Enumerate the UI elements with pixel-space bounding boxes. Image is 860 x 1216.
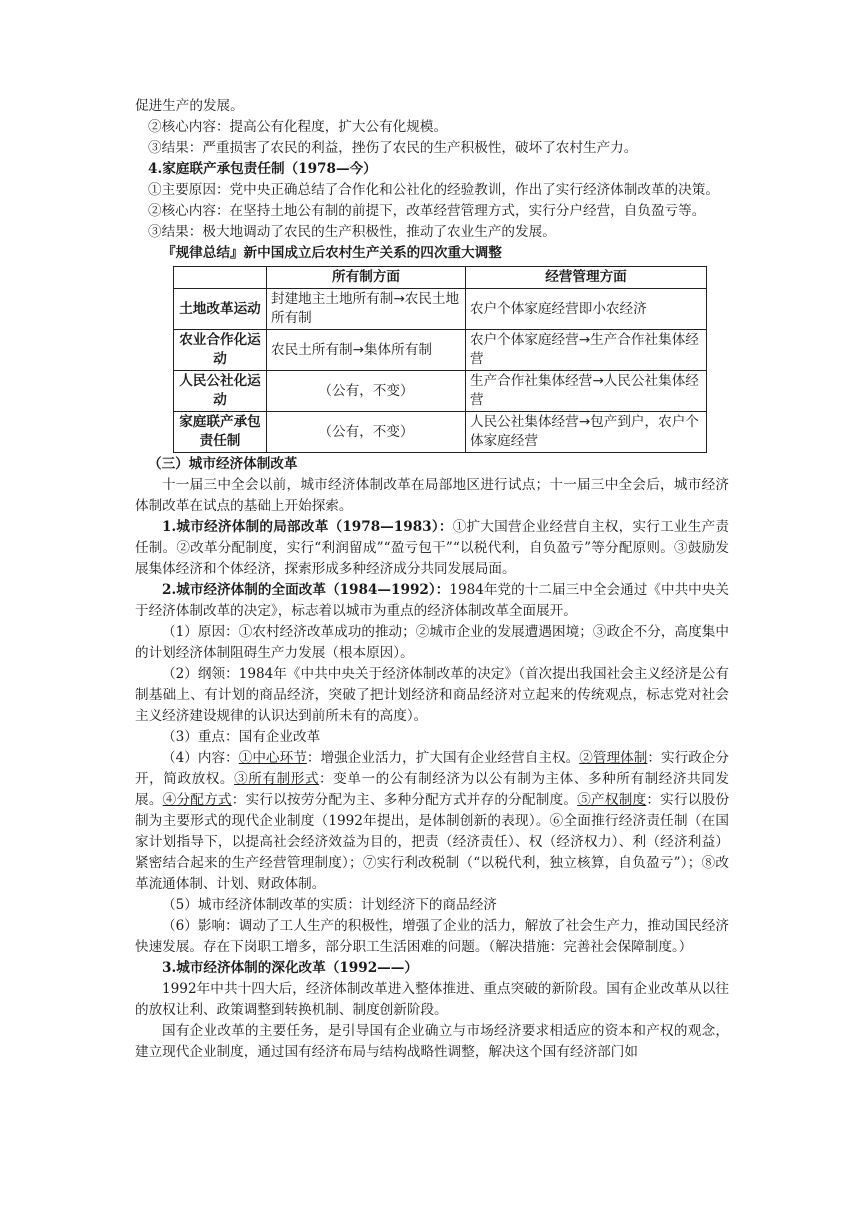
paragraph: （3）重点：国有企业改革 <box>162 729 321 745</box>
table-title: 『规律总结』新中国成立后农村生产关系的四次重大调整 <box>162 245 502 261</box>
table-cell: 农户个体家庭经营→生产合作社集体经营 <box>466 330 707 371</box>
table-header-cell <box>174 267 267 289</box>
paragraph: ②核心内容：提高公有化程度，扩大公有化规模。 <box>148 119 448 135</box>
paragraph-text: ①扩大国营企业经营自主权，实行工业生产责任制。②改革分配制度，实行“利润留成”“盈亏包干”“以税代利，自负盈亏”等分配原则。③鼓励发展集体经济和个体经济，探索形成多种经济成分共同发展局面。 <box>135 519 730 577</box>
section-heading: （三）城市经济体制改革 <box>148 456 298 472</box>
table-cell: 农户个体家庭经营即小农经济 <box>466 289 707 330</box>
table-cell: 封建地主土地所有制→农民土地所有制 <box>267 289 466 330</box>
document-page <box>135 96 729 1063</box>
table-row <box>174 412 707 453</box>
paragraph-text: ：变单一的公有制经济为以公有制为主体、多种所有制经济共同发展。 <box>135 771 729 808</box>
paragraph-text: ：实行以股份制为主要形式的现代企业制度（1992年提出，是体制创新的表现）。⑥全面推行经济责任制（在国家计划指导下，以提高社会经济效益为目的，把责（经济责任）、权（经济权力）、利（经济利益）紧密结合起来的生产经营管理制度）；⑦实行利改税制（“以税代利，独立核算，自负盈亏”）；⑧改革流通体制、计划、财政体制。 <box>135 792 730 892</box>
paragraph: ②核心内容：在坚持土地公有制的前提下，改革经营管理方式，实行分户经营，自负盈亏等。 <box>148 203 706 219</box>
paragraph <box>135 517 729 580</box>
table-row <box>174 289 707 330</box>
table-row <box>174 371 707 412</box>
row-header-cell: 家庭联产承包责任制 <box>174 412 267 453</box>
row-header-cell: 土地改革运动 <box>174 289 267 330</box>
row-header-cell: 农业合作化运动 <box>174 330 267 371</box>
table-header-row <box>174 267 707 289</box>
paragraph: ①主要原因：党中央正确总结了合作化和公社化的经验教训，作出了实行经济体制改革的决策。 <box>148 182 719 198</box>
key-term: ⑤产权制度 <box>577 792 647 808</box>
subsection-heading: 3.城市经济体制的深化改革（1992——） <box>162 960 418 976</box>
paragraph-text: ：实行政企分开，简政放权。 <box>135 750 730 787</box>
paragraph-text: 1984年党的十二届三中全会通过《中共中央关于经济体制改革的决定》，标志着以城市为重点的经济体制改革全面展开。 <box>135 582 730 619</box>
table-header-cell: 经营管理方面 <box>466 267 707 289</box>
paragraph <box>135 748 729 895</box>
paragraph: 国有企业改革的主要任务，是引导国有企业确立与市场经济要求相适应的资本和产权的观念，建立现代企业制度，通过国有经济布局与结构战略性调整，解决这个国有经济部门如 <box>135 1023 729 1060</box>
paragraph: 1992年中共十四大后，经济体制改革进入整体推进、重点突破的新阶段。国有企业改革从以往的放权让利、政策调整到转换机制、制度创新阶段。 <box>135 981 729 1018</box>
table-row <box>174 330 707 371</box>
table-cell: 农民土所有制→集体所有制 <box>267 330 466 371</box>
paragraph: （2）纲领：1984年《中共中央关于经济体制改革的决定》（首次提出我国社会主义经济是公有制基础上、有计划的商品经济，突破了把计划经济和商品经济对立起来的传统观点，标志党对社会主义经济建设规律的认识达到前所未有的高度）。 <box>135 666 729 724</box>
section-heading: 4.家庭联产承包责任制（1978—今） <box>148 161 377 177</box>
paragraph-text: ：增强企业活力，扩大国有企业经营自主权。 <box>306 750 580 766</box>
subsection-heading: 2.城市经济体制的全面改革（1984—1992）： <box>162 582 450 598</box>
key-term: ④分配方式 <box>162 792 232 808</box>
table-header-cell: 所有制方面 <box>267 267 466 289</box>
table-cell: （公有，不变） <box>267 412 466 453</box>
paragraph: ③结果：极大地调动了农民的生产积极性，推动了农业生产的发展。 <box>148 224 556 240</box>
paragraph <box>135 580 729 622</box>
table-cell: 生产合作社集体经营→人民公社集体经营 <box>466 371 707 412</box>
paragraph: （6）影响：调动了工人生产的积极性，增强了企业的活力，解放了社会生产力，推动国民经济快速发展。存在下岗职工增多，部分职工生活困难的问题。（解决措施：完善社会保障制度。） <box>135 918 729 955</box>
paragraph: （1）原因：①农村经济改革成功的推动；②城市企业的发展遭遇困境；③政企不分，高度集中的计划经济体制阻碍生产力发展（根本原因）。 <box>135 624 729 661</box>
key-term: ③所有制形式 <box>234 771 320 787</box>
row-header-cell: 人民公社化运动 <box>174 371 267 412</box>
paragraph: 促进生产的发展。 <box>135 98 244 114</box>
subsection-heading: 1.城市经济体制的局部改革（1978—1983）： <box>162 519 453 535</box>
paragraph: ③结果：严重损害了农民的利益，挫伤了农民的生产积极性，破坏了农村生产力。 <box>148 140 638 156</box>
paragraph: 十一届三中全会以前，城市经济体制改革在局部地区进行试点；十一届三中全会后，城市经济体制改革在试点的基础上开始探索。 <box>135 477 729 514</box>
paragraph-text: ：实行以按劳分配为主、多种分配方式并存的分配制度。 <box>231 792 578 808</box>
key-term: ①中心环节 <box>238 750 307 766</box>
table-cell: 人民公社集体经营→包产到户，农户个体家庭经营 <box>466 412 707 453</box>
table-cell: （公有，不变） <box>267 371 466 412</box>
key-term: ②管理体制 <box>579 750 648 766</box>
summary-table <box>173 266 707 453</box>
content-label: （4）内容： <box>162 750 239 766</box>
paragraph: （5）城市经济体制改革的实质：计划经济下的商品经济 <box>162 897 497 913</box>
